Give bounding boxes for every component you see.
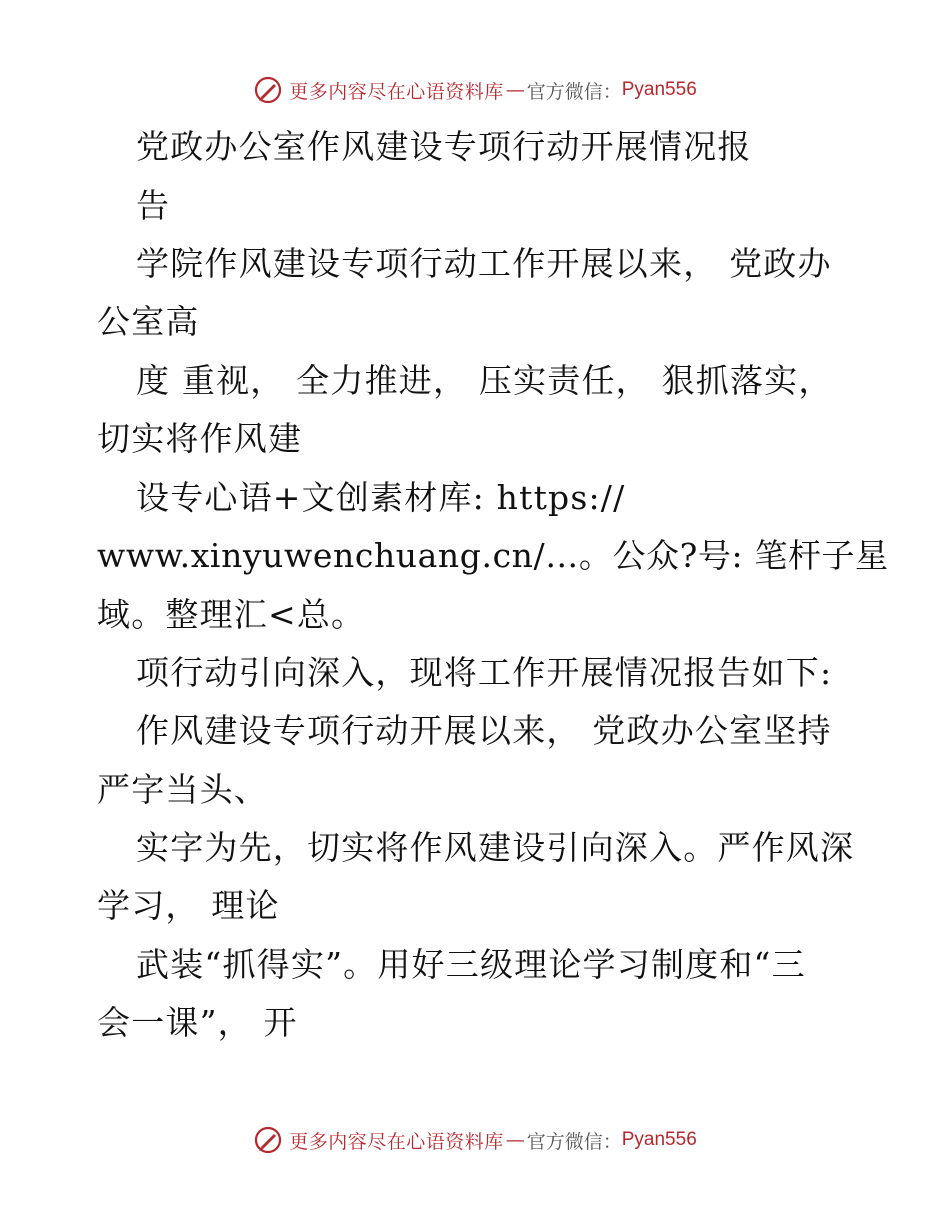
doc-line: 项行动引向深入，现将工作开展情况报告如下: [136,653,833,692]
watermark-dash: — [505,1129,525,1151]
doc-line: 会一课”， 开 [97,1003,298,1042]
doc-line: 切实将作风建 [97,419,303,458]
watermark-wechat-id: Pyan556 [621,1129,697,1150]
doc-line: 度 重视， 全力推进， 压实责任， 狠抓落实， [136,361,833,400]
watermark-wechat-id: Pyan556 [621,79,697,100]
footer-watermark [0,1120,950,1160]
header-watermark [0,70,950,110]
doc-line: 武装“抓得实”。用好三级理论学习制度和“三 [136,945,806,984]
watermark-dash: — [505,79,525,101]
doc-line: 域。整理汇<总。 [97,595,366,634]
doc-line: 学习， 理论 [97,886,280,925]
doc-line-title-1: 党政办公室作风建设专项行动开展情况报 [136,127,752,166]
watermark-brand-text: 更多内容尽在心语资料库 [289,1130,504,1153]
watermark-wechat-label: 官方微信： [526,1130,622,1153]
watermark-wechat-label: 官方微信： [526,80,622,103]
doc-line-title-2: 告 [136,186,171,225]
pen-logo-icon [253,75,283,105]
doc-line: 作风建设专项行动开展以来， 党政办公室坚持 [136,711,832,750]
watermark-brand-text: 更多内容尽在心语资料库 [289,80,504,103]
doc-line: 设专心语+文创素材库: https:// [136,478,626,517]
doc-line: 学院作风建设专项行动工作开展以来， 党政办 [136,244,832,283]
doc-line: 实字为先，切实将作风建设引向深入。严作风深 [136,828,855,867]
pen-logo-icon [253,1125,283,1155]
doc-line: 严字当头、 [97,770,268,809]
doc-line: 公室高 [97,302,200,341]
doc-line: www.xinyuwenchuang.cn/…。公众?号: 笔杆子星 [97,536,889,575]
